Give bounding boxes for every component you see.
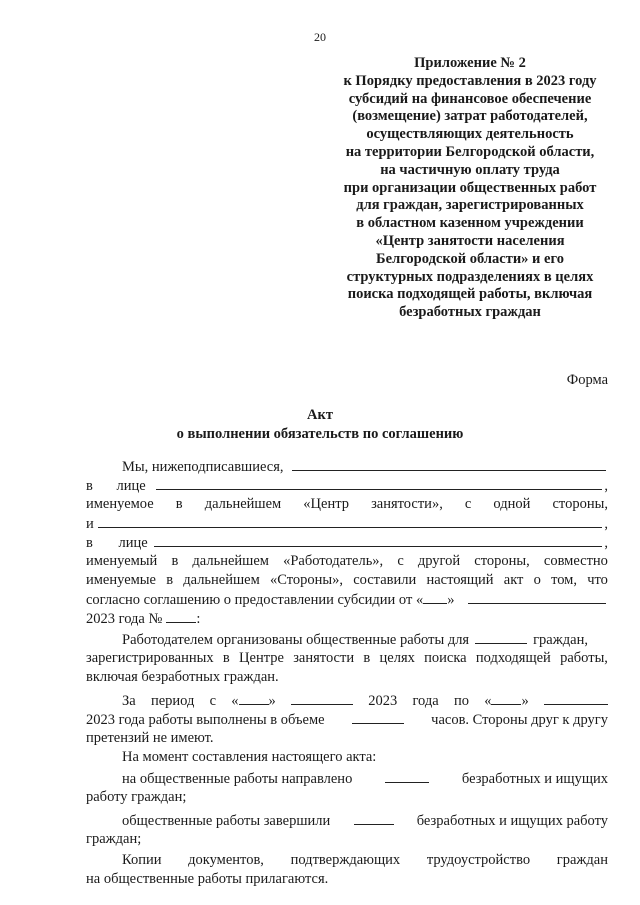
text-line: в лице , (86, 535, 608, 551)
blank-line (239, 691, 269, 705)
word: 2023 (368, 693, 398, 709)
word: «Стороны», (269, 572, 343, 588)
word: Копии (122, 852, 162, 868)
text: Мы, нижеподписавшиеся, (122, 459, 284, 475)
word: о (533, 572, 541, 588)
word: акт (503, 572, 524, 588)
word: другой (417, 553, 461, 569)
text: работу граждан; (86, 789, 187, 805)
text-line (86, 691, 608, 710)
blank-line (352, 710, 404, 724)
text: включая безработных граждан. (86, 669, 279, 685)
text: часов. Стороны друг к другу (431, 712, 608, 728)
text: граждан; (86, 831, 142, 847)
appendix-line: осуществляющих деятельность (366, 126, 574, 143)
appendix-line: в областном казенном учреждении (356, 215, 584, 232)
appendix-line: «Центр занятости населения (375, 232, 565, 249)
text: в лице (86, 535, 148, 551)
word: с (209, 693, 217, 709)
word: стороны, (474, 553, 530, 569)
text-line (86, 811, 608, 830)
form-label: Форма (566, 372, 608, 388)
text-line: в лице , (86, 478, 608, 494)
appendix-line: (возмещение) затрат работодателей, (352, 108, 588, 125)
blank-line (154, 533, 603, 547)
text: общественные работы завершили (122, 813, 331, 829)
document-title (0, 406, 640, 444)
word: занятости», (371, 496, 443, 512)
appendix-line: Белгородской области» и его (376, 250, 564, 267)
blank-line (491, 691, 521, 705)
date-end: « » (484, 693, 529, 709)
text-line (86, 609, 608, 628)
word: в (175, 496, 183, 512)
text-line (86, 457, 608, 476)
text: граждан, (533, 632, 588, 648)
blank-line (291, 691, 353, 705)
word: дальнейшем (204, 496, 282, 512)
appendix-line: на частичную оплату труда (380, 161, 560, 178)
text-line (86, 851, 608, 870)
word: работы, (560, 650, 608, 666)
text: » (447, 592, 455, 608)
blank-line (544, 691, 608, 705)
text-line (86, 830, 608, 849)
blank-line (468, 590, 606, 604)
text: претензий не имеют. (86, 730, 214, 746)
word: по (453, 693, 469, 709)
word: период (150, 693, 195, 709)
text-line (86, 649, 608, 668)
page-number: 20 (314, 30, 326, 44)
word: дальнейшем (192, 553, 269, 569)
text-line (86, 870, 608, 889)
blank-line (475, 630, 527, 644)
word: в (222, 650, 230, 666)
word: именуемое (86, 496, 154, 512)
blank-line (354, 811, 394, 825)
word: совместно (543, 553, 608, 569)
text-line (86, 748, 608, 767)
text: безработных и ищущих (461, 771, 608, 787)
blank-line (292, 457, 606, 471)
blank-line (385, 769, 429, 783)
appendix-line: на территории Белгородской области, (345, 143, 595, 160)
appendix-line: поиска подходящей работы, включая (347, 286, 593, 303)
appendix-block (336, 55, 604, 322)
text: безработных и ищущих работу (416, 813, 608, 829)
word: подходящей (475, 650, 551, 666)
text-line (86, 788, 608, 807)
text-line (86, 552, 608, 571)
appendix-line: безработных граждан (399, 304, 541, 321)
text: на общественные работы направлено (122, 771, 353, 787)
text: : (196, 611, 201, 627)
appendix-line: к Порядку предоставления в 2023 году (343, 72, 597, 89)
word: граждан (556, 852, 608, 868)
text-line (86, 769, 608, 788)
blank-line (156, 476, 603, 490)
text: и (86, 516, 94, 532)
word: с (397, 553, 404, 569)
appendix-line: субсидий на финансовое обеспечение (348, 90, 592, 107)
word: в (171, 553, 179, 569)
appendix-line: для граждан, зарегистрированных (356, 197, 584, 214)
word: настоящий (426, 572, 494, 588)
word: стороны, (552, 496, 608, 512)
word: с (464, 496, 472, 512)
text: 2023 года работы выполнены в объеме (86, 712, 325, 728)
text-line (86, 571, 608, 590)
word: года (412, 693, 439, 709)
appendix-line: при организации общественных работ (343, 179, 597, 196)
appendix-line: Приложение № 2 (414, 55, 526, 71)
word: именуемый (86, 553, 158, 569)
text-line (86, 630, 608, 649)
word: именуемые (86, 572, 156, 588)
word: целях (379, 650, 415, 666)
word: «Работодатель», (283, 553, 384, 569)
word: Центре (239, 650, 284, 666)
word: трудоустройство (426, 852, 531, 868)
appendix-line: структурных подразделениях в целях (346, 268, 594, 285)
text-line (86, 495, 608, 514)
word: одной (493, 496, 531, 512)
blank-line (98, 514, 603, 528)
title-act: Акт (307, 407, 333, 423)
text: в лице (86, 478, 146, 494)
word: За (122, 693, 136, 709)
text: Работодателем организованы общественные работы для (122, 632, 470, 648)
text-line (86, 668, 608, 687)
word: том, (551, 572, 577, 588)
word: в (166, 572, 174, 588)
word: документов, (188, 852, 264, 868)
blank-line (423, 590, 447, 604)
word: составили (353, 572, 417, 588)
text: согласно соглашению о предоставлении субсидии от « (86, 592, 424, 608)
text: На момент составления настоящего акта: (122, 749, 377, 765)
word: дальнейшем (183, 572, 260, 588)
document-body (86, 457, 608, 889)
word: в (363, 650, 371, 666)
word: зарегистрированных (86, 650, 214, 666)
word: что (587, 572, 608, 588)
word: поиска (424, 650, 467, 666)
text: на общественные работы прилагаются. (86, 871, 329, 887)
word: «Центр (303, 496, 349, 512)
word: занятости (293, 650, 355, 666)
title-subject: о выполнении обязательств по соглашению (176, 426, 464, 442)
word: подтверждающих (290, 852, 401, 868)
blank-line (166, 609, 196, 623)
text-line (86, 729, 608, 748)
date-start: « » (231, 693, 276, 709)
text: 2023 года № (86, 611, 163, 627)
text-line (86, 590, 608, 609)
text-line: и , (86, 516, 608, 532)
text-line (86, 710, 608, 729)
